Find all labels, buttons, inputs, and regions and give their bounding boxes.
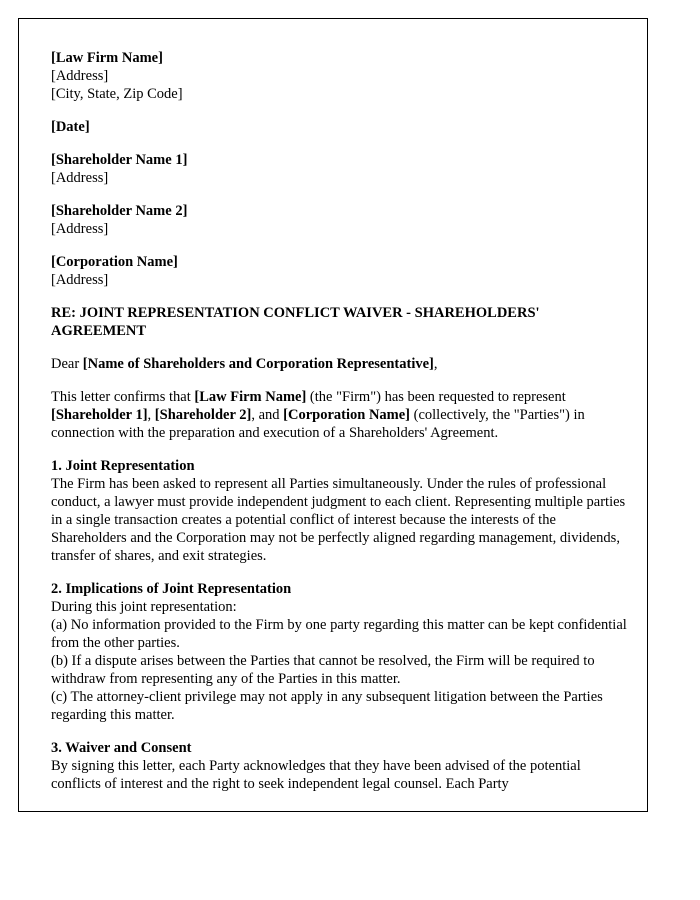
section-3-heading	[51, 739, 627, 757]
bold-text-segment: 1. Joint Representation	[51, 458, 195, 474]
text-segment: (the "Firm") has been requested to represent	[306, 389, 566, 405]
blank-line	[51, 103, 627, 118]
bold-text-segment: [Law Firm Name]	[51, 50, 163, 66]
section-2-item-b	[51, 652, 627, 688]
date-line	[51, 118, 627, 136]
text-segment: The Firm has been asked to represent all Parties simultaneously. Under the rules of professional conduct, a lawyer must provide independent judgment to each client. Representing multiple parties in a single transaction creates a potential conflict of interest because the interests of the Shareholders and the Corporation may not be perfectly aligned regarding management, dividends, transfer of shares, and exit strategies.	[51, 476, 626, 564]
corporation-name-line	[51, 253, 627, 271]
shareholder-2-name-line	[51, 202, 627, 220]
section-2-item-c	[51, 688, 627, 724]
text-segment: (a) No information provided to the Firm by one party regarding this matter can be kept confidential from the other parties.	[51, 617, 627, 651]
bold-text-segment: [Law Firm Name]	[194, 389, 307, 405]
bold-text-segment: [Name of Shareholders and Corporation Representative]	[82, 356, 434, 372]
salutation-line	[51, 355, 627, 373]
bold-text-segment: [Shareholder 2]	[154, 407, 252, 423]
blank-line	[51, 442, 627, 457]
re-subject-line	[51, 304, 627, 340]
text-segment: ,	[433, 356, 438, 372]
section-2-item-a	[51, 616, 627, 652]
blank-line	[51, 724, 627, 739]
section-3-paragraph	[51, 757, 627, 793]
section-1-paragraph	[51, 475, 627, 565]
law-firm-address-line	[51, 67, 627, 85]
bold-text-segment: [Corporation Name]	[51, 254, 178, 270]
law-firm-name-line	[51, 49, 627, 67]
section-2-heading	[51, 580, 627, 598]
blank-line	[51, 340, 627, 355]
bold-text-segment: [Corporation Name]	[283, 407, 411, 423]
text-segment: During this joint representation:	[51, 599, 237, 615]
text-segment: (collectively, the "Parties") in connection with the preparation and execution of a Shareholders' Agreement.	[51, 407, 585, 441]
section-1-heading	[51, 457, 627, 475]
text-segment: This letter confirms that	[51, 389, 195, 405]
text-segment: [City, State, Zip Code]	[51, 86, 183, 102]
section-2-intro-line	[51, 598, 627, 616]
text-segment: Dear	[51, 356, 83, 372]
shareholder-1-address-line	[51, 169, 627, 187]
bold-text-segment: [Shareholder Name 2]	[51, 203, 188, 219]
shareholder-2-address-line	[51, 220, 627, 238]
blank-line	[51, 136, 627, 151]
blank-line	[51, 187, 627, 202]
text-segment: (c) The attorney-client privilege may not apply in any subsequent litigation between the Parties regarding this matter.	[51, 689, 603, 723]
text-segment: ,	[147, 407, 155, 423]
text-segment: [Address]	[51, 170, 109, 186]
bold-text-segment: [Date]	[51, 119, 90, 135]
text-segment: [Address]	[51, 221, 109, 237]
intro-paragraph	[51, 388, 627, 442]
blank-line	[51, 373, 627, 388]
letter-body	[51, 49, 627, 793]
bold-text-segment: RE: JOINT REPRESENTATION CONFLICT WAIVER - SHAREHOLDERS' AGREEMENT	[51, 305, 540, 339]
corporation-address-line	[51, 271, 627, 289]
bold-text-segment: [Shareholder 1]	[51, 407, 148, 423]
shareholder-1-name-line	[51, 151, 627, 169]
text-segment: [Address]	[51, 68, 109, 84]
text-segment: (b) If a dispute arises between the Parties that cannot be resolved, the Firm will be required to withdraw from representing any of the Parties in this matter.	[51, 653, 595, 687]
bold-text-segment: 2. Implications of Joint Representation	[51, 581, 292, 597]
text-segment: , and	[251, 407, 284, 423]
bold-text-segment: 3. Waiver and Consent	[51, 740, 192, 756]
bold-text-segment: [Shareholder Name 1]	[51, 152, 188, 168]
letter-page	[18, 18, 648, 812]
blank-line	[51, 565, 627, 580]
text-segment: By signing this letter, each Party acknowledges that they have been advised of the potential conflicts of interest and the right to seek independent legal counsel. Each Party	[51, 758, 581, 792]
text-segment: [Address]	[51, 272, 109, 288]
blank-line	[51, 289, 627, 304]
law-firm-city-line	[51, 85, 627, 103]
blank-line	[51, 238, 627, 253]
